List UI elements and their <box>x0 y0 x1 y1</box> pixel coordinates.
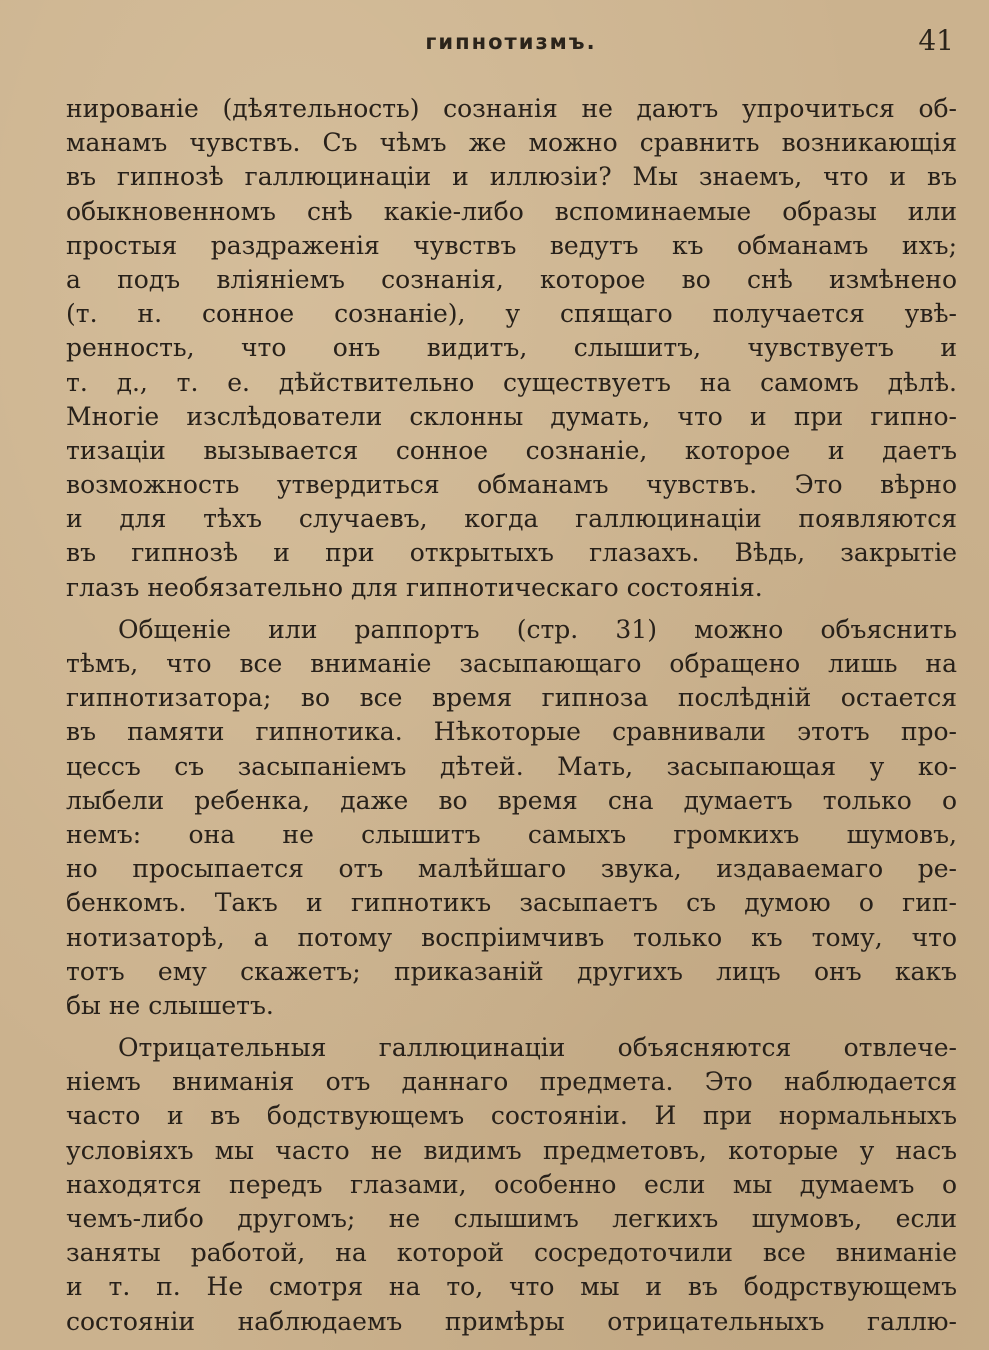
text-line: находятся передъ глазами, особенно если мы думаемъ о <box>66 1169 957 1199</box>
page-header <box>68 24 954 62</box>
text-line: т. д., т. е. дѣйствительно существуетъ на самомъ дѣлѣ. <box>66 367 957 397</box>
text-line: бы не слышетъ. <box>66 990 274 1020</box>
text-line: часто и въ бодствующемъ состояніи. И при нормальныхъ <box>66 1101 957 1131</box>
text-line: чемъ-либо другомъ; не слышимъ легкихъ шумовъ, если <box>66 1204 957 1233</box>
paragraph-gap <box>66 1023 957 1031</box>
text-line: заняты работой, на которой сосредоточили все вниманіе <box>66 1238 957 1268</box>
text-line: ніемъ вниманія отъ даннаго предмета. Это наблюдается <box>66 1067 957 1097</box>
text-line: лыбели ребенка, даже во время сна думаетъ только о <box>66 785 957 815</box>
text-line: нотизаторѣ, а потому воспріимчивъ только къ тому, что <box>66 922 957 952</box>
paragraph <box>66 92 957 605</box>
text-line: состояніи наблюдаемъ примѣры отрицательныхъ галлю- <box>66 1306 957 1336</box>
text-line: обыкновенномъ снѣ какіе-либо вспоминаемые образы или <box>66 196 957 226</box>
text-line: (т. н. сонное сознаніе), у спящаго получается увѣ- <box>66 299 957 329</box>
text-line: въ памяти гипнотика. Нѣкоторые сравнивали этотъ про- <box>66 717 957 747</box>
body-text <box>66 92 957 1339</box>
text-line: простыя раздраженія чувствъ ведутъ къ обманамъ ихъ; <box>66 230 957 260</box>
paragraph <box>66 1023 957 1339</box>
text-line: манамъ чувствъ. Съ чѣмъ же можно сравнить возникающія <box>66 128 957 158</box>
text-line: цессъ съ засыпаніемъ дѣтей. Мать, засыпающая у ко- <box>66 751 957 781</box>
text-line: въ гипнозѣ и при открытыхъ глазахъ. Вѣдь, закрытіе <box>66 538 957 568</box>
text-line: условіяхъ мы часто не видимъ предметовъ, которые у насъ <box>66 1135 957 1165</box>
text-line: тотъ ему скажетъ; приказаній другихъ лицъ онъ какъ <box>66 956 957 986</box>
text-line: тизаціи вызывается сонное сознаніе, которое и даетъ <box>66 435 957 465</box>
text-line: Многіе изслѣдователи склонны думать, что и при гипно- <box>66 401 957 431</box>
text-line: немъ: она не слышитъ самыхъ громкихъ шумовъ, <box>66 819 957 849</box>
text-line: въ гипнозѣ галлюцинаціи и иллюзіи? Мы знаемъ, что и въ <box>66 162 957 192</box>
paragraph-gap <box>66 605 957 613</box>
text-line: Общеніе или раппортъ (стр. 31) можно объяснить <box>118 614 957 644</box>
text-line: и для тѣхъ случаевъ, когда галлюцинаціи появляются <box>66 504 957 534</box>
text-line: бенкомъ. Такъ и гипнотикъ засыпаетъ съ думою о гип- <box>66 888 957 918</box>
text-line: Отрицательныя галлюцинаціи объясняются отвлече- <box>118 1033 957 1063</box>
page-number: 41 <box>918 24 954 57</box>
text-line: глазъ необязательно для гипнотическаго состоянія. <box>66 572 763 602</box>
text-line: но просыпается отъ малѣйшаго звука, издаваемаго ре- <box>66 854 957 884</box>
text-line: и т. п. Не смотря на то, что мы и въ бодрствующемъ <box>66 1272 957 1302</box>
text-line: а подъ вліяніемъ сознанія, которое во снѣ измѣнено <box>66 264 957 294</box>
running-head: гипнотизмъ. <box>425 30 597 54</box>
text-line: ренность, что онъ видитъ, слышитъ, чувствуетъ и <box>66 333 957 363</box>
text-line: нированіе (дѣятельность) сознанія не даютъ упрочиться об- <box>66 94 957 123</box>
text-line: тѣмъ, что все вниманіе засыпающаго обращено лишь на <box>66 649 957 678</box>
text-line: гипнотизатора; во все время гипноза послѣдній остается <box>66 683 957 713</box>
paragraph <box>66 605 957 1023</box>
text-line: возможность утвердиться обманамъ чувствъ. Это вѣрно <box>66 470 957 500</box>
